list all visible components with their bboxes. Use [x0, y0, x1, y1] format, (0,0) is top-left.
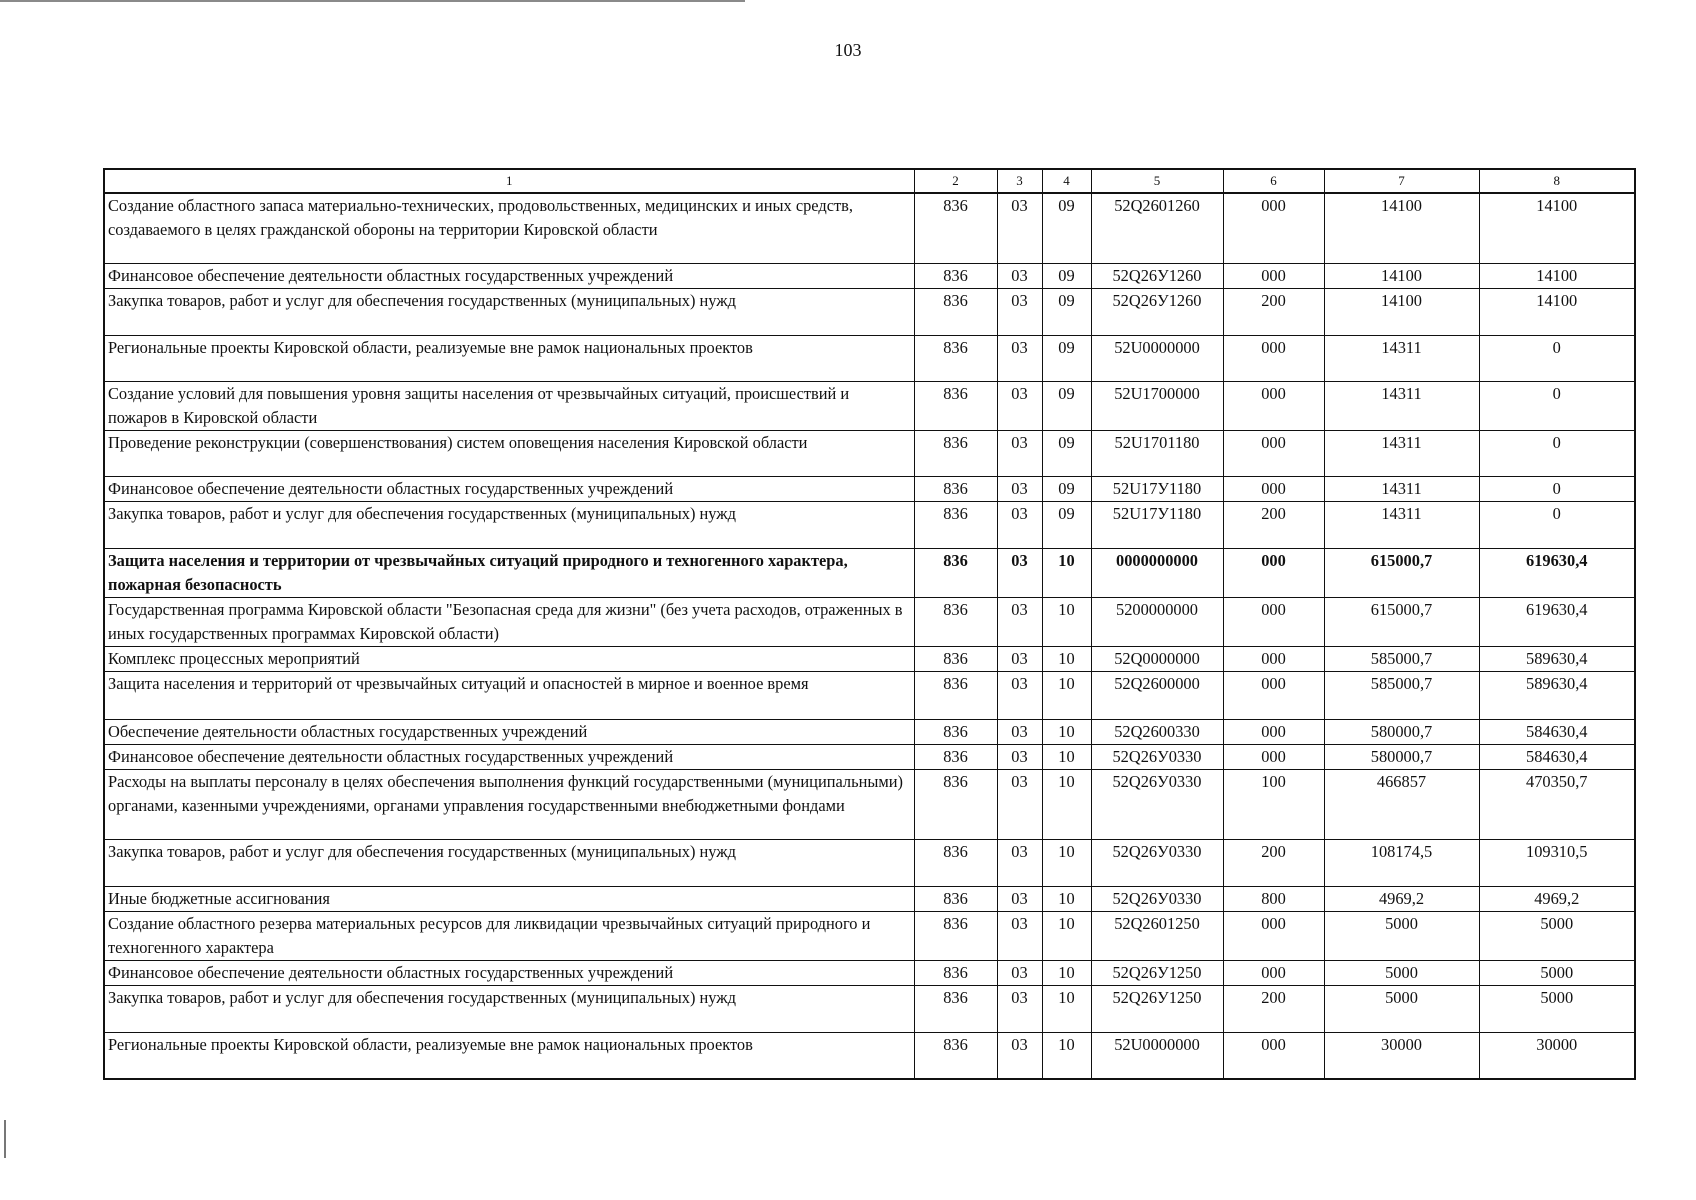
col-8-cell: 14100: [1479, 193, 1635, 263]
col-7-cell: 615000,7: [1324, 597, 1479, 646]
table-row: [104, 548, 1635, 597]
col-3-cell: 03: [997, 193, 1042, 263]
col-4-cell: 09: [1042, 335, 1091, 381]
row-description: Финансовое обеспечение деятельности областных государственных учреждений: [104, 263, 914, 288]
column-header: 1: [104, 169, 914, 193]
col-7-cell: 615000,7: [1324, 548, 1479, 597]
budget-table: [103, 168, 1636, 1080]
col-8-cell: 619630,4: [1479, 597, 1635, 646]
col-7-cell: 5000: [1324, 911, 1479, 960]
col-3-cell: 03: [997, 1032, 1042, 1079]
row-description: Комплекс процессных мероприятий: [104, 646, 914, 671]
col-4-cell: 09: [1042, 430, 1091, 476]
col-4-cell: 10: [1042, 646, 1091, 671]
col-3-cell: 03: [997, 744, 1042, 769]
col-2-cell: 836: [914, 985, 997, 1032]
table-row: [104, 744, 1635, 769]
col-3-cell: 03: [997, 886, 1042, 911]
col-4-cell: 10: [1042, 548, 1091, 597]
col-4-cell: 10: [1042, 960, 1091, 985]
col-4-cell: 09: [1042, 501, 1091, 548]
col-5-cell: 52Q26У0330: [1091, 886, 1223, 911]
col-2-cell: 836: [914, 548, 997, 597]
col-8-cell: 5000: [1479, 911, 1635, 960]
row-description: Расходы на выплаты персоналу в целях обеспечения выполнения функций государственными (муниципальными) органами, казенными учреждениями, органами управления государственными внебюджетными фондами: [104, 769, 914, 839]
col-4-cell: 10: [1042, 597, 1091, 646]
row-description: Региональные проекты Кировской области, реализуемые вне рамок национальных проектов: [104, 1032, 914, 1079]
col-6-cell: 200: [1223, 985, 1324, 1032]
col-7-cell: 14100: [1324, 263, 1479, 288]
col-2-cell: 836: [914, 263, 997, 288]
col-3-cell: 03: [997, 430, 1042, 476]
col-2-cell: 836: [914, 960, 997, 985]
row-description: Закупка товаров, работ и услуг для обеспечения государственных (муниципальных) нужд: [104, 501, 914, 548]
col-2-cell: 836: [914, 288, 997, 335]
table-row: [104, 960, 1635, 985]
col-7-cell: 14311: [1324, 501, 1479, 548]
table-row: [104, 646, 1635, 671]
page-number: 103: [834, 40, 862, 60]
col-4-cell: 09: [1042, 476, 1091, 501]
row-description: Государственная программа Кировской области "Безопасная среда для жизни" (без учета расходов, отраженных в иных государственных программах Кировской области): [104, 597, 914, 646]
col-3-cell: 03: [997, 263, 1042, 288]
col-4-cell: 10: [1042, 839, 1091, 886]
col-5-cell: 52Q26У0330: [1091, 769, 1223, 839]
col-5-cell: 52Q2600330: [1091, 719, 1223, 744]
col-8-cell: 14100: [1479, 263, 1635, 288]
col-5-cell: 52Q2600000: [1091, 671, 1223, 719]
col-2-cell: 836: [914, 430, 997, 476]
col-7-cell: 585000,7: [1324, 646, 1479, 671]
col-3-cell: 03: [997, 501, 1042, 548]
row-description: Закупка товаров, работ и услуг для обеспечения государственных (муниципальных) нужд: [104, 288, 914, 335]
col-8-cell: 109310,5: [1479, 839, 1635, 886]
table-row: [104, 1032, 1635, 1079]
row-description: Проведение реконструкции (совершенствования) систем оповещения населения Кировской области: [104, 430, 914, 476]
col-3-cell: 03: [997, 335, 1042, 381]
col-4-cell: 10: [1042, 911, 1091, 960]
col-2-cell: 836: [914, 476, 997, 501]
col-5-cell: 52Q26У0330: [1091, 839, 1223, 886]
col-5-cell: 52Q26У0330: [1091, 744, 1223, 769]
column-header: 4: [1042, 169, 1091, 193]
table-row: [104, 769, 1635, 839]
col-2-cell: 836: [914, 671, 997, 719]
column-header: 2: [914, 169, 997, 193]
col-2-cell: 836: [914, 335, 997, 381]
row-description: Финансовое обеспечение деятельности областных государственных учреждений: [104, 476, 914, 501]
col-4-cell: 10: [1042, 985, 1091, 1032]
col-4-cell: 09: [1042, 288, 1091, 335]
col-6-cell: 000: [1223, 597, 1324, 646]
col-8-cell: 470350,7: [1479, 769, 1635, 839]
header-row: [104, 169, 1635, 193]
col-7-cell: 5000: [1324, 985, 1479, 1032]
table-row: [104, 911, 1635, 960]
col-2-cell: 836: [914, 646, 997, 671]
col-3-cell: 03: [997, 671, 1042, 719]
col-5-cell: 52Q2601260: [1091, 193, 1223, 263]
col-5-cell: 52U1700000: [1091, 381, 1223, 430]
col-3-cell: 03: [997, 960, 1042, 985]
col-6-cell: 000: [1223, 646, 1324, 671]
col-6-cell: 200: [1223, 288, 1324, 335]
col-6-cell: 000: [1223, 335, 1324, 381]
column-header: 6: [1223, 169, 1324, 193]
col-3-cell: 03: [997, 769, 1042, 839]
col-6-cell: 000: [1223, 960, 1324, 985]
col-2-cell: 836: [914, 839, 997, 886]
col-7-cell: 14311: [1324, 335, 1479, 381]
column-header: 3: [997, 169, 1042, 193]
col-8-cell: 0: [1479, 501, 1635, 548]
table-row: [104, 263, 1635, 288]
col-6-cell: 000: [1223, 744, 1324, 769]
table-row: [104, 839, 1635, 886]
col-5-cell: 52U17У1180: [1091, 476, 1223, 501]
col-2-cell: 836: [914, 769, 997, 839]
col-8-cell: 0: [1479, 381, 1635, 430]
column-header: 8: [1479, 169, 1635, 193]
row-description: Обеспечение деятельности областных государственных учреждений: [104, 719, 914, 744]
col-7-cell: 14100: [1324, 193, 1479, 263]
col-7-cell: 580000,7: [1324, 719, 1479, 744]
col-2-cell: 836: [914, 597, 997, 646]
table-row: [104, 985, 1635, 1032]
table-row: [104, 597, 1635, 646]
col-8-cell: 589630,4: [1479, 671, 1635, 719]
col-5-cell: 52Q2601250: [1091, 911, 1223, 960]
table-row: [104, 335, 1635, 381]
col-2-cell: 836: [914, 744, 997, 769]
col-4-cell: 10: [1042, 1032, 1091, 1079]
table-row: [104, 430, 1635, 476]
row-description: Защита населения и территории от чрезвычайных ситуаций природного и техногенного характера, пожарная безопасность: [104, 548, 914, 597]
col-8-cell: 584630,4: [1479, 744, 1635, 769]
row-description: Создание областного резерва материальных ресурсов для ликвидации чрезвычайных ситуаций природного и техногенного характера: [104, 911, 914, 960]
col-6-cell: 000: [1223, 430, 1324, 476]
col-4-cell: 10: [1042, 719, 1091, 744]
col-3-cell: 03: [997, 719, 1042, 744]
col-3-cell: 03: [997, 646, 1042, 671]
table-row: [104, 476, 1635, 501]
col-4-cell: 10: [1042, 886, 1091, 911]
col-8-cell: 0: [1479, 430, 1635, 476]
col-6-cell: 800: [1223, 886, 1324, 911]
row-description: Финансовое обеспечение деятельности областных государственных учреждений: [104, 960, 914, 985]
col-7-cell: 5000: [1324, 960, 1479, 985]
col-3-cell: 03: [997, 985, 1042, 1032]
col-8-cell: 4969,2: [1479, 886, 1635, 911]
column-header: 5: [1091, 169, 1223, 193]
col-6-cell: 000: [1223, 671, 1324, 719]
col-5-cell: 5200000000: [1091, 597, 1223, 646]
scan-edge-mark: [4, 1120, 6, 1158]
col-4-cell: 09: [1042, 263, 1091, 288]
col-5-cell: 52Q26У1260: [1091, 288, 1223, 335]
col-7-cell: 4969,2: [1324, 886, 1479, 911]
col-2-cell: 836: [914, 719, 997, 744]
col-6-cell: 100: [1223, 769, 1324, 839]
col-8-cell: 30000: [1479, 1032, 1635, 1079]
col-5-cell: 52Q26У1250: [1091, 960, 1223, 985]
col-7-cell: 14311: [1324, 381, 1479, 430]
col-3-cell: 03: [997, 911, 1042, 960]
col-8-cell: 14100: [1479, 288, 1635, 335]
table-row: [104, 381, 1635, 430]
col-8-cell: 5000: [1479, 985, 1635, 1032]
col-4-cell: 10: [1042, 671, 1091, 719]
col-8-cell: 589630,4: [1479, 646, 1635, 671]
col-5-cell: 52U17У1180: [1091, 501, 1223, 548]
col-5-cell: 52Q26У1260: [1091, 263, 1223, 288]
col-7-cell: 466857: [1324, 769, 1479, 839]
row-description: Защита населения и территорий от чрезвычайных ситуаций и опасностей в мирное и военное время: [104, 671, 914, 719]
col-3-cell: 03: [997, 597, 1042, 646]
col-3-cell: 03: [997, 548, 1042, 597]
col-8-cell: 5000: [1479, 960, 1635, 985]
col-8-cell: 619630,4: [1479, 548, 1635, 597]
col-2-cell: 836: [914, 1032, 997, 1079]
scan-edge-line: [0, 0, 745, 2]
col-8-cell: 584630,4: [1479, 719, 1635, 744]
col-4-cell: 10: [1042, 769, 1091, 839]
col-7-cell: 580000,7: [1324, 744, 1479, 769]
col-6-cell: 000: [1223, 381, 1324, 430]
row-description: Иные бюджетные ассигнования: [104, 886, 914, 911]
col-6-cell: 000: [1223, 1032, 1324, 1079]
row-description: Закупка товаров, работ и услуг для обеспечения государственных (муниципальных) нужд: [104, 985, 914, 1032]
col-7-cell: 30000: [1324, 1032, 1479, 1079]
col-5-cell: 52Q0000000: [1091, 646, 1223, 671]
row-description: Создание областного запаса материально-технических, продовольственных, медицинских и иных средств, создаваемого в целях гражданской обороны на территории Кировской области: [104, 193, 914, 263]
col-5-cell: 52U0000000: [1091, 1032, 1223, 1079]
col-8-cell: 0: [1479, 476, 1635, 501]
row-description: Закупка товаров, работ и услуг для обеспечения государственных (муниципальных) нужд: [104, 839, 914, 886]
col-6-cell: 200: [1223, 501, 1324, 548]
col-4-cell: 10: [1042, 744, 1091, 769]
col-6-cell: 000: [1223, 719, 1324, 744]
col-4-cell: 09: [1042, 193, 1091, 263]
col-3-cell: 03: [997, 839, 1042, 886]
table-row: [104, 671, 1635, 719]
col-7-cell: 14311: [1324, 430, 1479, 476]
col-7-cell: 108174,5: [1324, 839, 1479, 886]
col-8-cell: 0: [1479, 335, 1635, 381]
col-2-cell: 836: [914, 501, 997, 548]
table-row: [104, 193, 1635, 263]
col-6-cell: 000: [1223, 263, 1324, 288]
row-description: Региональные проекты Кировской области, реализуемые вне рамок национальных проектов: [104, 335, 914, 381]
col-6-cell: 000: [1223, 548, 1324, 597]
row-description: Создание условий для повышения уровня защиты населения от чрезвычайных ситуаций, происшествий и пожаров в Кировской области: [104, 381, 914, 430]
table-row: [104, 501, 1635, 548]
col-5-cell: 52U0000000: [1091, 335, 1223, 381]
col-5-cell: 52U1701180: [1091, 430, 1223, 476]
col-7-cell: 14311: [1324, 476, 1479, 501]
col-2-cell: 836: [914, 911, 997, 960]
col-5-cell: 52Q26У1250: [1091, 985, 1223, 1032]
col-7-cell: 14100: [1324, 288, 1479, 335]
col-2-cell: 836: [914, 193, 997, 263]
col-5-cell: 0000000000: [1091, 548, 1223, 597]
column-header: 7: [1324, 169, 1479, 193]
col-7-cell: 585000,7: [1324, 671, 1479, 719]
col-2-cell: 836: [914, 886, 997, 911]
col-3-cell: 03: [997, 476, 1042, 501]
col-3-cell: 03: [997, 288, 1042, 335]
col-6-cell: 000: [1223, 193, 1324, 263]
row-description: Финансовое обеспечение деятельности областных государственных учреждений: [104, 744, 914, 769]
col-6-cell: 000: [1223, 476, 1324, 501]
col-4-cell: 09: [1042, 381, 1091, 430]
col-6-cell: 000: [1223, 911, 1324, 960]
table-row: [104, 886, 1635, 911]
table-body: [104, 193, 1635, 1079]
col-3-cell: 03: [997, 381, 1042, 430]
table-row: [104, 719, 1635, 744]
col-2-cell: 836: [914, 381, 997, 430]
table-row: [104, 288, 1635, 335]
col-6-cell: 200: [1223, 839, 1324, 886]
